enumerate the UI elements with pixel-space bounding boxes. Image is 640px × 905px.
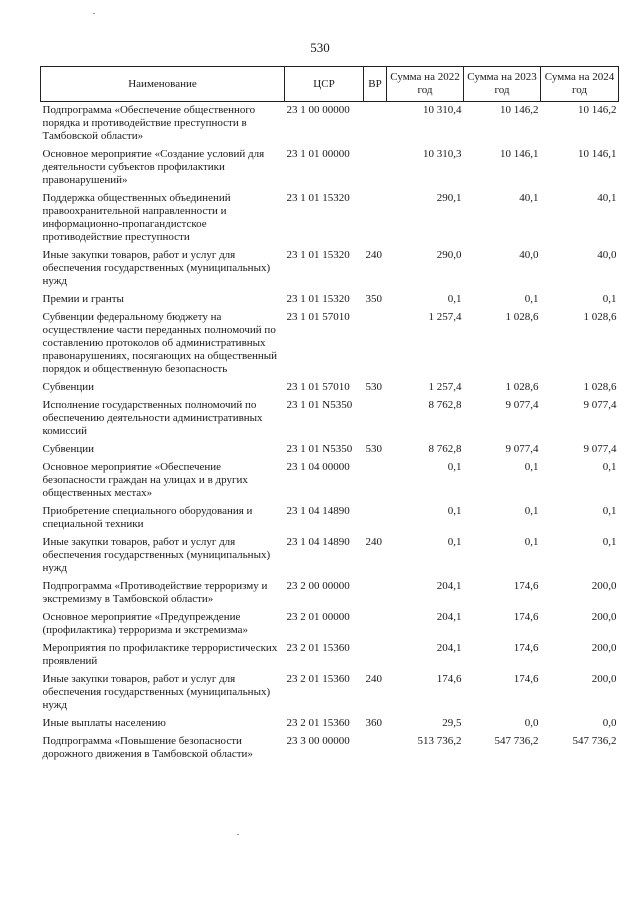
cell-2023: 174,6 (513, 673, 539, 685)
col-header-2022: Сумма на 2022 год (387, 67, 464, 102)
cell-2023: 40,0 (519, 249, 539, 261)
cell-vr: 360 (365, 717, 382, 729)
cell-csr: 23 1 04 14890 (286, 505, 350, 517)
cell-name: Поддержка общественных объединений правоохранительной направленности и информационно-пропагандистское противодействие преступности (42, 192, 231, 243)
cell-2023: 0,1 (524, 505, 539, 517)
cell-2023: 0,0 (524, 717, 539, 729)
cell-name: Иные закупки товаров, работ и услуг для обеспечения государственных (муниципальных) нужд (42, 249, 271, 287)
cell-csr: 23 2 01 15360 (286, 642, 350, 654)
table-row (41, 671, 619, 715)
cell-vr (364, 397, 387, 441)
cell-csr: 23 2 01 15360 (286, 673, 350, 685)
cell-2023: 40,1 (519, 192, 539, 204)
cell-name: Основное мероприятие «Предупреждение (профилактика) терроризма и экстремизма» (42, 611, 249, 636)
table-row (41, 247, 619, 291)
cell-2024: 0,1 (602, 293, 617, 305)
cell-2022: 0,1 (447, 536, 462, 548)
cell-2024: 200,0 (591, 642, 617, 654)
cell-vr (364, 578, 387, 609)
cell-name: Приобретение специального оборудования и специальной техники (42, 505, 253, 530)
cell-csr: 23 1 00 00000 (286, 104, 350, 116)
table-row (41, 379, 619, 397)
cell-2024: 0,1 (602, 505, 617, 517)
cell-2022: 204,1 (436, 642, 462, 654)
cell-csr: 23 2 00 00000 (286, 580, 350, 592)
cell-name: Субвенции (42, 443, 95, 455)
cell-name: Иные закупки товаров, работ и услуг для обеспечения государственных (муниципальных) нужд (42, 536, 271, 574)
col-header-2024: Сумма на 2024 год (541, 67, 619, 102)
table-row (41, 146, 619, 190)
cell-2023: 174,6 (513, 611, 539, 623)
cell-csr: 23 1 04 14890 (286, 536, 350, 548)
cell-2023: 0,1 (524, 461, 539, 473)
cell-2024: 10 146,2 (578, 104, 617, 116)
cell-2022: 8 762,8 (428, 443, 462, 455)
cell-2024: 40,1 (597, 192, 617, 204)
cell-2024: 0,1 (602, 461, 617, 473)
cell-name: Иные выплаты населению (42, 717, 166, 729)
budget-table (40, 66, 619, 764)
cell-2024: 9 077,4 (583, 443, 617, 455)
table-row (41, 733, 619, 764)
cell-2022: 204,1 (436, 580, 462, 592)
table-row (41, 441, 619, 459)
cell-2024: 0,0 (602, 717, 617, 729)
table-row (41, 640, 619, 671)
cell-2022: 1 257,4 (428, 311, 462, 323)
table-row (41, 397, 619, 441)
cell-csr: 23 1 01 15320 (286, 293, 350, 305)
cell-name: Премии и гранты (42, 293, 124, 305)
cell-2023: 547 736,2 (494, 735, 539, 747)
cell-vr: 240 (365, 673, 382, 685)
table-row (41, 609, 619, 640)
cell-2023: 0,1 (524, 536, 539, 548)
cell-csr: 23 1 01 15320 (286, 249, 350, 261)
table-row (41, 503, 619, 534)
cell-2022: 8 762,8 (428, 399, 462, 411)
table-row (41, 715, 619, 733)
cell-name: Иные закупки товаров, работ и услуг для обеспечения государственных (муниципальных) нужд (42, 673, 271, 711)
cell-vr: 530 (365, 443, 382, 455)
cell-name: Субвенции федеральному бюджету на осуществление части переданных полномочий по составлению протоколов об административных правонарушениях, посягающих на общественный порядок и общественную безопасность (42, 311, 278, 375)
cell-name: Основное мероприятие «Создание условий для деятельности субъектов профилактики правонарушений» (42, 148, 265, 186)
table-row (41, 291, 619, 309)
cell-2022: 1 257,4 (428, 381, 462, 393)
cell-2023: 1 028,6 (505, 311, 539, 323)
scan-speck (93, 13, 95, 14)
cell-2024: 1 028,6 (583, 311, 617, 323)
cell-2024: 40,0 (597, 249, 617, 261)
cell-2024: 200,0 (591, 611, 617, 623)
table-row (41, 578, 619, 609)
table-row (41, 190, 619, 247)
cell-2024: 1 028,6 (583, 381, 617, 393)
col-header-name: Наименование (41, 67, 285, 102)
cell-csr: 23 1 04 00000 (286, 461, 350, 473)
cell-2022: 290,1 (436, 192, 462, 204)
cell-csr: 23 1 01 57010 (286, 381, 350, 393)
cell-vr (364, 609, 387, 640)
cell-vr (364, 190, 387, 247)
cell-vr (364, 459, 387, 503)
cell-csr: 23 1 01 15320 (286, 192, 350, 204)
cell-2022: 513 736,2 (417, 735, 462, 747)
cell-2023: 10 146,1 (500, 148, 539, 160)
cell-name: Подпрограмма «Противодействие терроризму и экстремизму в Тамбовской области» (42, 580, 268, 605)
cell-2022: 290,0 (436, 249, 462, 261)
cell-2024: 0,1 (602, 536, 617, 548)
cell-2023: 174,6 (513, 580, 539, 592)
table-row (41, 534, 619, 578)
cell-vr (364, 503, 387, 534)
cell-2022: 204,1 (436, 611, 462, 623)
cell-vr (364, 102, 387, 147)
cell-name: Основное мероприятие «Обеспечение безопасности граждан на улицах и в других общественных местах» (42, 461, 248, 499)
cell-name: Исполнение государственных полномочий по обеспечению деятельности административных комиссий (42, 399, 263, 437)
cell-vr (364, 146, 387, 190)
cell-2023: 10 146,2 (500, 104, 539, 116)
cell-name: Мероприятия по профилактике террористических проявлений (42, 642, 278, 667)
cell-vr (364, 640, 387, 671)
cell-2022: 10 310,4 (423, 104, 462, 116)
cell-csr: 23 1 01 57010 (286, 311, 350, 323)
cell-vr: 350 (365, 293, 382, 305)
cell-vr (364, 733, 387, 764)
cell-name: Подпрограмма «Повышение безопасности дорожного движения в Тамбовской области» (42, 735, 253, 760)
cell-2024: 200,0 (591, 673, 617, 685)
cell-csr: 23 1 01 N5350 (286, 443, 353, 455)
page-number: 530 (310, 40, 330, 55)
cell-csr: 23 2 01 00000 (286, 611, 350, 623)
cell-vr: 240 (365, 536, 382, 548)
cell-2024: 9 077,4 (583, 399, 617, 411)
table-row (41, 309, 619, 379)
cell-2024: 200,0 (591, 580, 617, 592)
cell-2023: 1 028,6 (505, 381, 539, 393)
cell-2023: 0,1 (524, 293, 539, 305)
cell-name: Подпрограмма «Обеспечение общественного порядка и противодействие преступности в Тамбовской области» (42, 104, 256, 142)
cell-2022: 0,1 (447, 293, 462, 305)
table-header-row (41, 67, 619, 102)
cell-2023: 174,6 (513, 642, 539, 654)
col-header-vr: ВР (364, 67, 387, 102)
scan-speck (237, 834, 239, 835)
cell-csr: 23 1 01 00000 (286, 148, 350, 160)
cell-2024: 547 736,2 (572, 735, 617, 747)
col-header-csr: ЦСР (285, 67, 364, 102)
cell-2022: 0,1 (447, 461, 462, 473)
cell-vr: 530 (365, 381, 382, 393)
cell-name: Субвенции (42, 381, 95, 393)
cell-2022: 174,6 (436, 673, 462, 685)
col-header-2023: Сумма на 2023 год (464, 67, 541, 102)
table-row (41, 459, 619, 503)
cell-vr (364, 309, 387, 379)
table-row (41, 102, 619, 147)
cell-2022: 29,5 (442, 717, 462, 729)
cell-2024: 10 146,1 (578, 148, 617, 160)
cell-2023: 9 077,4 (505, 399, 539, 411)
cell-2022: 0,1 (447, 505, 462, 517)
cell-2023: 9 077,4 (505, 443, 539, 455)
cell-csr: 23 1 01 N5350 (286, 399, 353, 411)
cell-csr: 23 3 00 00000 (286, 735, 350, 747)
cell-2022: 10 310,3 (423, 148, 462, 160)
cell-csr: 23 2 01 15360 (286, 717, 350, 729)
cell-vr: 240 (365, 249, 382, 261)
